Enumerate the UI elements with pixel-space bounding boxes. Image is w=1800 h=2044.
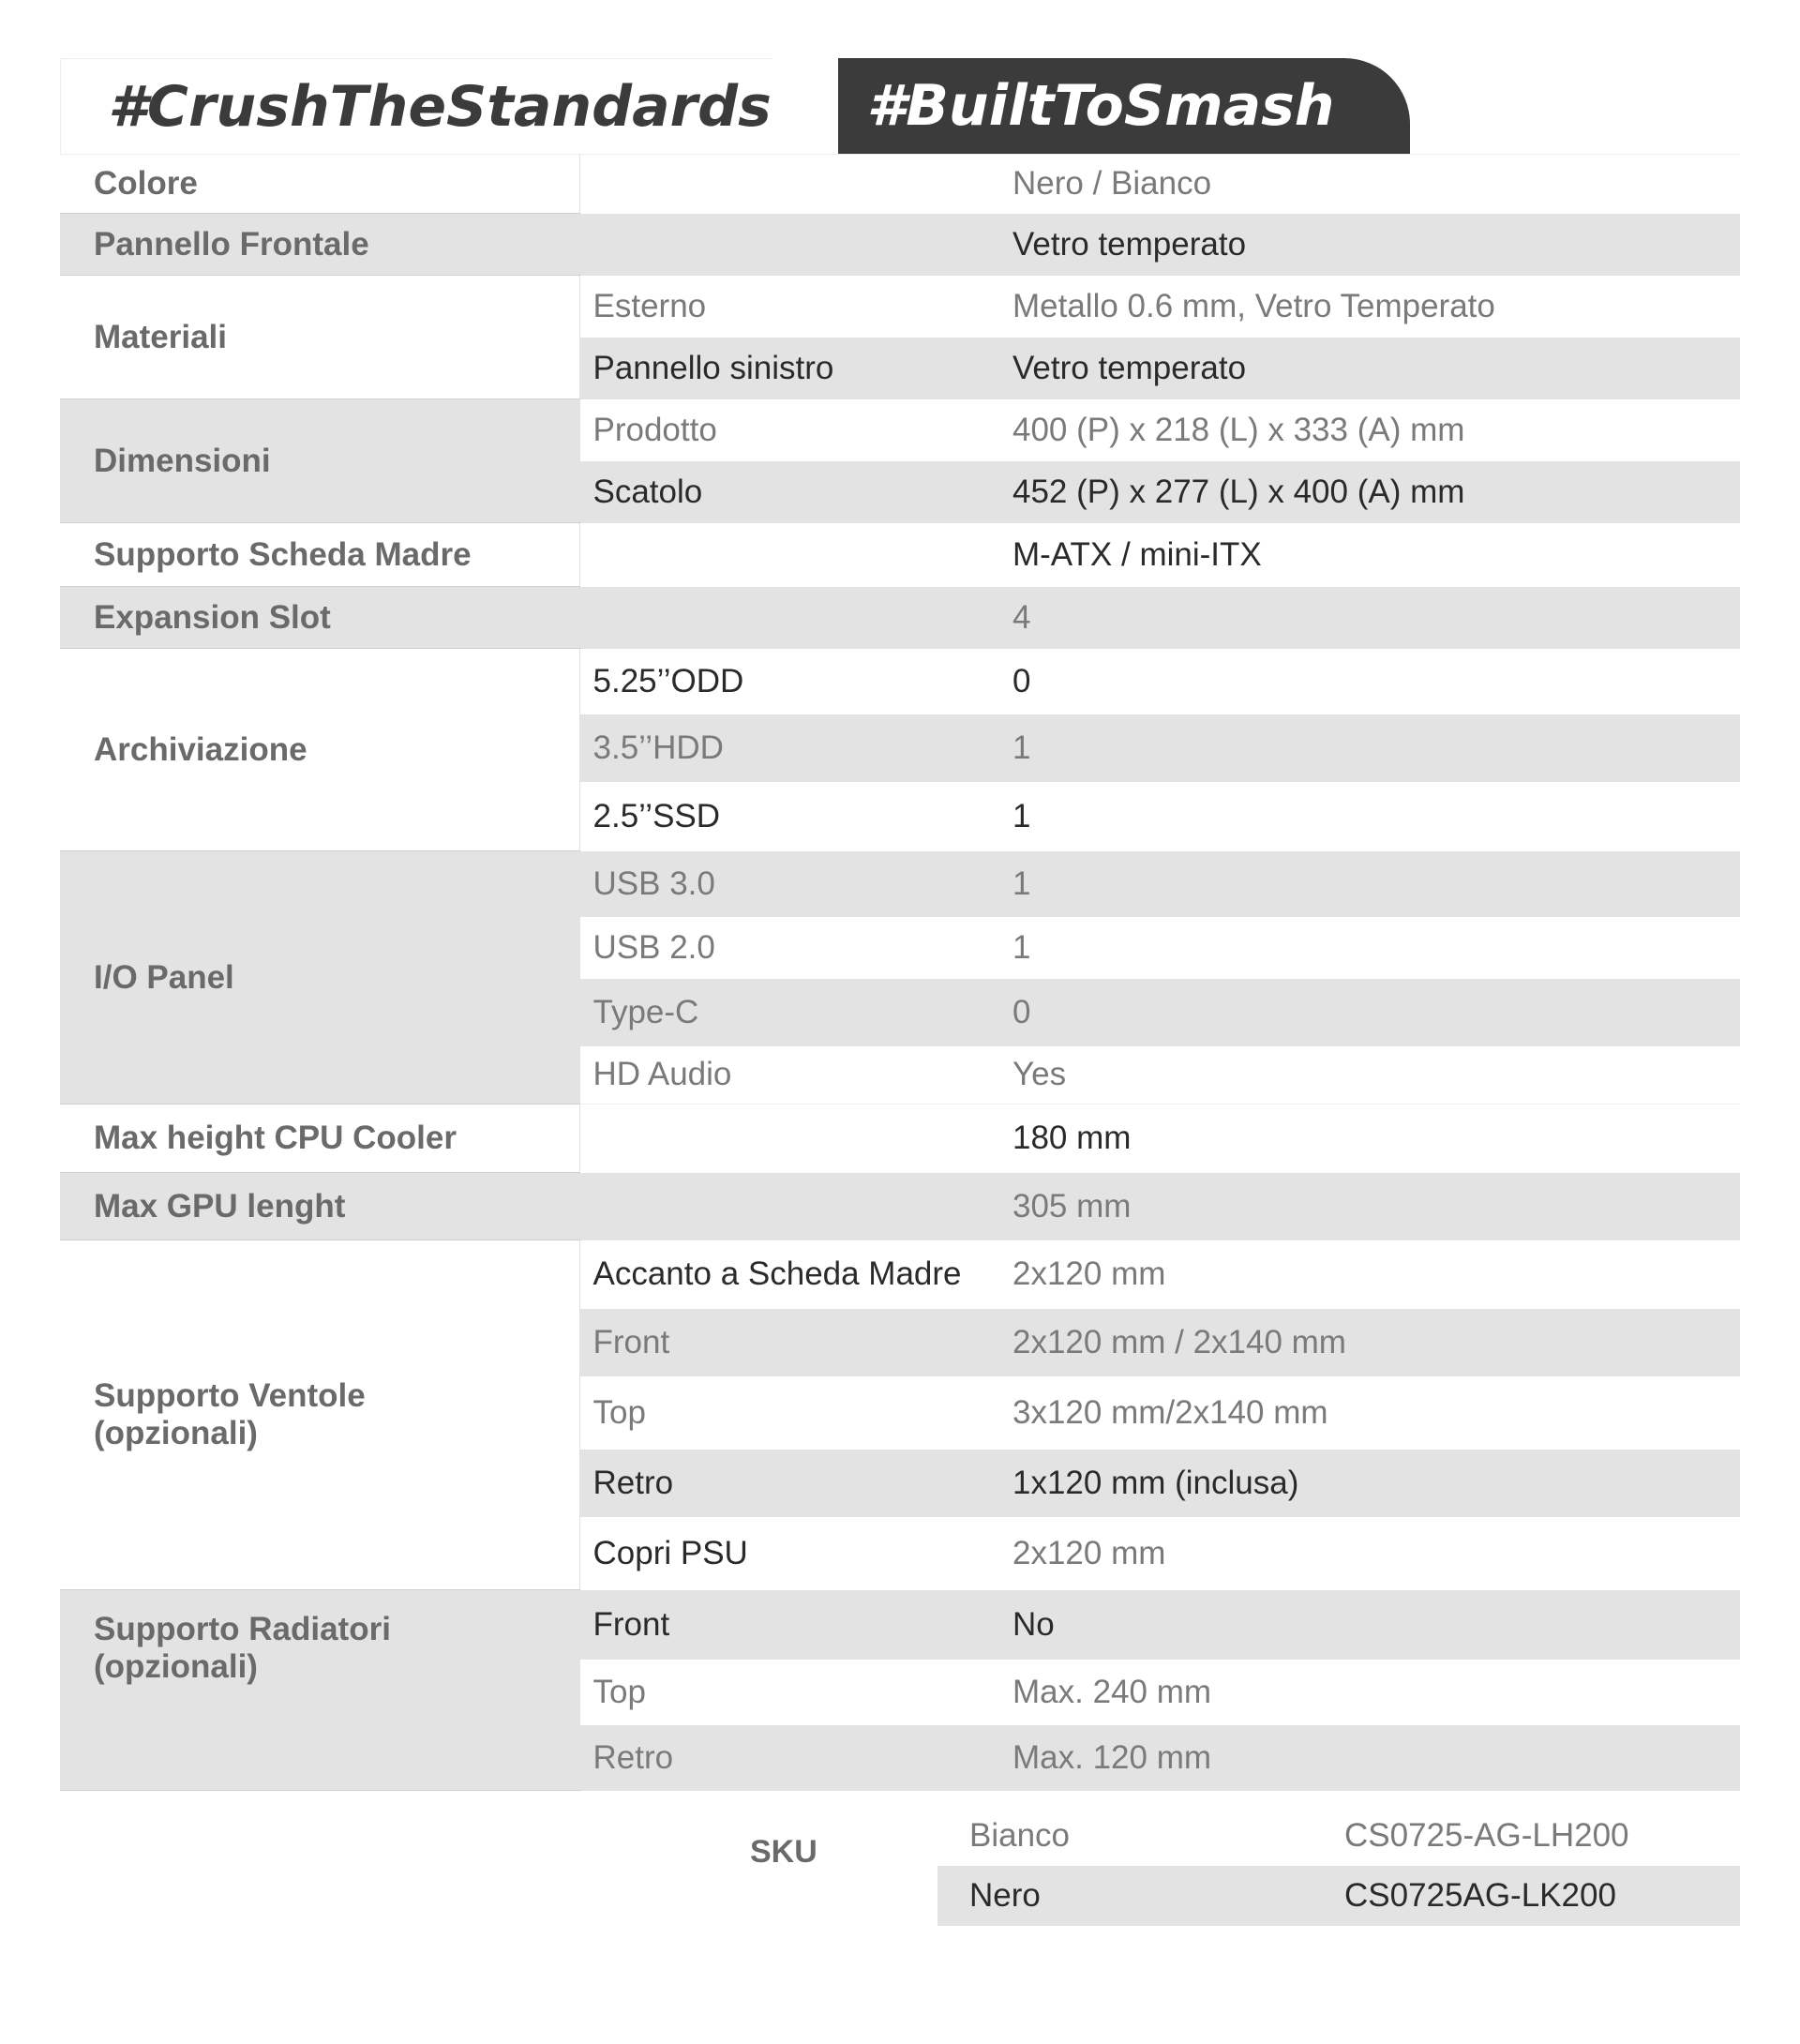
row-label: Max height CPU Cooler <box>60 1105 579 1173</box>
tab-crush-the-standards <box>60 58 801 154</box>
sku-color: Bianco <box>969 1817 1071 1854</box>
row-label-sub: (opzionali) <box>94 1415 258 1451</box>
row-sublabel: Scatolo <box>579 461 1012 523</box>
row-value: Metallo 0.6 mm, Vetro Temperato <box>1012 276 1740 338</box>
row-sublabel: HD Audio <box>579 1046 1012 1105</box>
row-value: M-ATX / mini-ITX <box>1012 523 1740 587</box>
tab-built-to-smash <box>772 58 1410 154</box>
row-value: Vetro temperato <box>1012 214 1740 276</box>
row-sublabel: Retro <box>579 1725 1012 1791</box>
spec-sheet <box>60 58 1740 1791</box>
row-sublabel: Front <box>579 1590 1012 1660</box>
row-label: Supporto Ventole <box>94 1377 366 1414</box>
row-label: Supporto Radiatori <box>94 1611 391 1647</box>
row-sublabel: USB 2.0 <box>579 917 1012 979</box>
row-value: 400 (P) x 218 (L) x 333 (A) mm <box>1012 399 1740 461</box>
table-row <box>60 851 1740 917</box>
sku-label: SKU <box>750 1834 818 1870</box>
row-value: 305 mm <box>1012 1173 1740 1240</box>
row-label: Pannello Frontale <box>60 214 579 276</box>
row-value: 1 <box>1012 782 1740 851</box>
row-value: 1 <box>1012 714 1740 782</box>
table-row <box>60 1105 1740 1173</box>
row-value: Yes <box>1012 1046 1740 1105</box>
row-sublabel: Top <box>579 1660 1012 1725</box>
sku-row-bianco <box>938 1806 1740 1866</box>
table-row <box>60 276 1740 338</box>
row-sublabel: Type-C <box>579 979 1012 1046</box>
row-value: 2x120 mm <box>1012 1240 1740 1309</box>
row-sublabel: Top <box>579 1376 1012 1450</box>
row-label-sub: (opzionali) <box>94 1648 258 1685</box>
row-value: 2x120 mm / 2x140 mm <box>1012 1309 1740 1376</box>
row-value: No <box>1012 1590 1740 1660</box>
row-value: Nero / Bianco <box>1012 155 1740 214</box>
table-row <box>60 587 1740 649</box>
row-label: Expansion Slot <box>60 587 579 649</box>
row-sublabel: Copri PSU <box>579 1517 1012 1590</box>
row-label: Dimensioni <box>60 399 579 523</box>
row-sublabel: Pannello sinistro <box>579 338 1012 399</box>
row-value: Max. 240 mm <box>1012 1660 1740 1725</box>
row-value: 4 <box>1012 587 1740 649</box>
row-sublabel: 3.5’’HDD <box>579 714 1012 782</box>
sku-code: CS0725AG-LK200 <box>1344 1877 1616 1914</box>
row-value: 0 <box>1012 649 1740 714</box>
row-value: 1x120 mm (inclusa) <box>1012 1450 1740 1517</box>
row-value: 452 (P) x 277 (L) x 400 (A) mm <box>1012 461 1740 523</box>
row-value: 1 <box>1012 917 1740 979</box>
table-row <box>60 523 1740 587</box>
table-row <box>60 1590 1740 1660</box>
row-value: 180 mm <box>1012 1105 1740 1173</box>
table-row <box>60 214 1740 276</box>
row-sublabel: Front <box>579 1309 1012 1376</box>
spec-table <box>60 154 1740 1791</box>
table-row <box>60 399 1740 461</box>
row-value: 2x120 mm <box>1012 1517 1740 1590</box>
sku-color: Nero <box>969 1877 1041 1914</box>
row-label-multiline <box>60 1590 579 1791</box>
row-sublabel: USB 3.0 <box>579 851 1012 917</box>
row-value: 0 <box>1012 979 1740 1046</box>
row-value: Max. 120 mm <box>1012 1725 1740 1791</box>
row-sublabel: 5.25’’ODD <box>579 649 1012 714</box>
row-label: Archiviazione <box>60 649 579 851</box>
row-sublabel: Retro <box>579 1450 1012 1517</box>
table-row <box>60 1173 1740 1240</box>
header-tabs <box>60 58 1740 154</box>
sku-code: CS0725-AG-LH200 <box>1344 1817 1629 1854</box>
row-value: 1 <box>1012 851 1740 917</box>
row-label: Max GPU lenght <box>60 1173 579 1240</box>
row-sublabel: Prodotto <box>579 399 1012 461</box>
row-sublabel: Esterno <box>579 276 1012 338</box>
hashtag-right: #BuiltToSmash <box>866 73 1335 139</box>
row-sublabel: Accanto a Scheda Madre <box>579 1240 1012 1309</box>
row-label: I/O Panel <box>60 851 579 1105</box>
table-row <box>60 1240 1740 1309</box>
table-row <box>60 649 1740 714</box>
row-value: 3x120 mm/2x140 mm <box>1012 1376 1740 1450</box>
row-label-multiline <box>60 1240 579 1590</box>
hashtag-left: #CrushTheStandards <box>108 73 772 140</box>
row-value: Vetro temperato <box>1012 338 1740 399</box>
sku-row-nero <box>938 1866 1740 1926</box>
row-sublabel: 2.5’’SSD <box>579 782 1012 851</box>
row-label: Colore <box>60 155 579 214</box>
table-row <box>60 155 1740 214</box>
row-label: Supporto Scheda Madre <box>60 523 579 587</box>
row-label: Materiali <box>60 276 579 399</box>
